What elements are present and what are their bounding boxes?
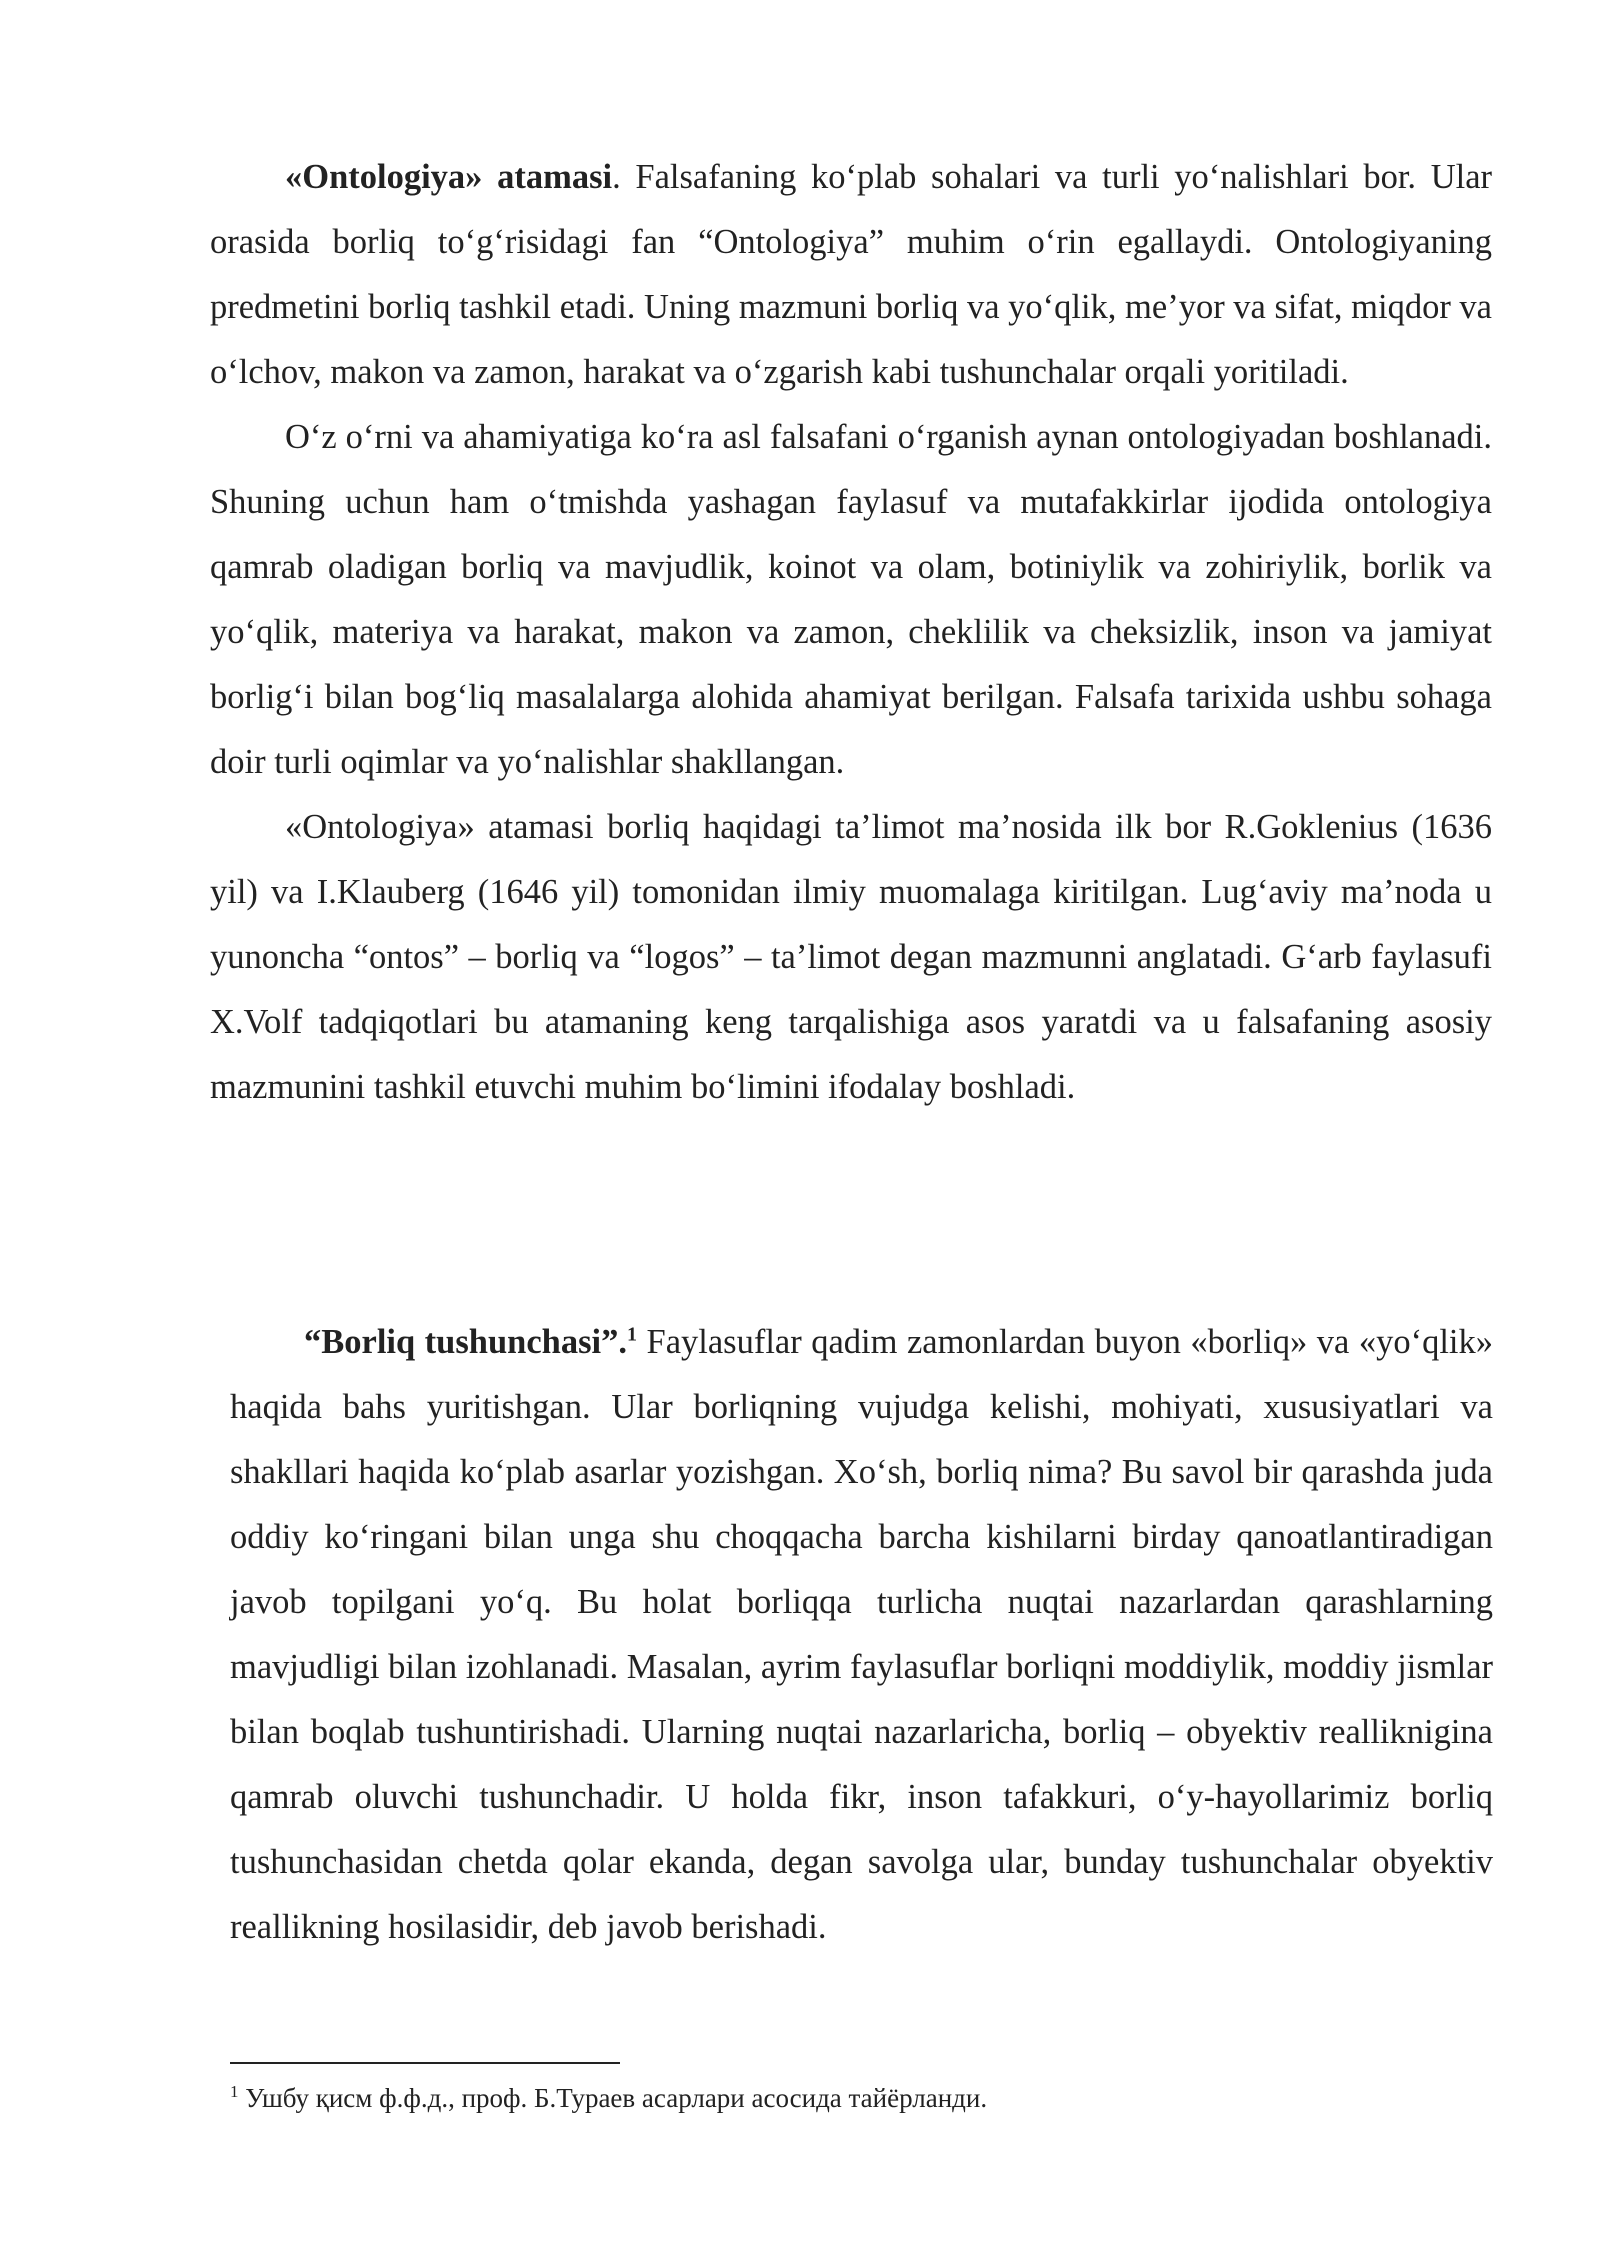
paragraph-term-history (210, 795, 1492, 1120)
paragraph-philosophy-start (210, 405, 1492, 795)
borliq-text-block (230, 1310, 1493, 1960)
footnote-text: Ушбу қисм ф.ф.д., проф. Б.Тураев асарлари асосида тайёрланди. (238, 2083, 988, 2113)
section-heading-ontologiya: «Ontologiya» atamasi (285, 158, 613, 196)
footnote (230, 2078, 1490, 2118)
footnote-separator (230, 2062, 620, 2064)
main-text-block (210, 145, 1492, 1120)
paragraph-text: «Ontologiya» atamasi borliq haqidagi ta’limot ma’nosida ilk bor R.Goklenius (1636 yil) va I.Klauberg (1646 yil) tomonidan ilmiy muomalaga kiritilgan. Lug‘aviy ma’noda u yunoncha “ontos” – borliq va “logos” – ta’limot degan mazmunni anglatadi. G‘arb faylasufi X.Volf tadqiqotlari bu atamaning keng tarqalishiga asos yaratdi va u falsafaning asosiy mazmunini tashkil etuvchi muhim bo‘limini ifodalay boshladi. (210, 808, 1492, 1106)
paragraph-borliq-concept (230, 1310, 1493, 1960)
paragraph-text: Faylasuflar qadim zamonlardan buyon «borliq» va «yo‘qlik» haqida bahs yuritishgan. Ular borliqning vujudga kelishi, mohiyati, xususiyatlari va shakllari haqida ko‘plab asarlar yozishgan. Xo‘sh, borliq nima? Bu savol bir qarashda juda oddiy ko‘ringani bilan unga shu choqqacha barcha kishilarni birday qanoatlantiradigan javob topilgani yo‘q. Bu holat borliqqa turlicha nuqtai nazarlardan qarashlarning mavjudligi bilan izohlanadi. Masalan, ayrim faylasuflar borliqni moddiylik, moddiy jismlar bilan boqlab tushuntirishadi. Ularning nuqtai nazarlaricha, borliq – obyektiv reallikniginа qamrab oluvchi tushunchadir. U holda fikr, inson tafakkuri, o‘y-hayollarimiz borliq tushunchasidan chetda qolar ekanda, degan savolga ular, bunday tushunchalar obyektiv reallikning hosilasidir, deb javob berishadi. (230, 1323, 1494, 1946)
section-heading-borliq: “Borliq tushunchasi”. (304, 1323, 627, 1361)
paragraph-ontologiya-term (210, 145, 1492, 405)
paragraph-text: O‘z o‘rni va ahamiyatiga ko‘ra asl falsafani o‘rganish aynan ontologiyadan boshlanadi. Shuning uchun ham o‘tmishda yashagan faylasuf va mutafakkirlar ijodida ontologiya qamrab oladigan borliq va mavjudlik, koinot va olam, botiniylik va zohiriylik, borlik va yo‘qlik, materiya va harakat, makon va zamon, cheklilik va cheksizlik, inson va jamiyat borlig‘i bilan bog‘liq masalalarga alohida ahamiyat berilgan. Falsafa tarixida ushbu sohaga doir turli oqimlar va yo‘nalishlar shakllangan. (210, 418, 1492, 781)
footnote-reference[interactable]: 1 (627, 1323, 637, 1346)
footnote-mark: 1 (230, 2082, 239, 2101)
paragraph-text: . Falsafaning ko‘plab sohalari va turli yo‘nalishlari bor. Ular orasida borliq to‘g‘risidagi fan “Ontologiya” muhim o‘rin egallaydi. Ontologiyaning predmetini borliq tashkil etadi. Uning mazmuni borliq va yo‘qlik, me’yor va sifat, miqdor va o‘lchov, makon va zamon, harakat va o‘zgarish kabi tushunchalar orqali yoritiladi. (210, 158, 1493, 391)
